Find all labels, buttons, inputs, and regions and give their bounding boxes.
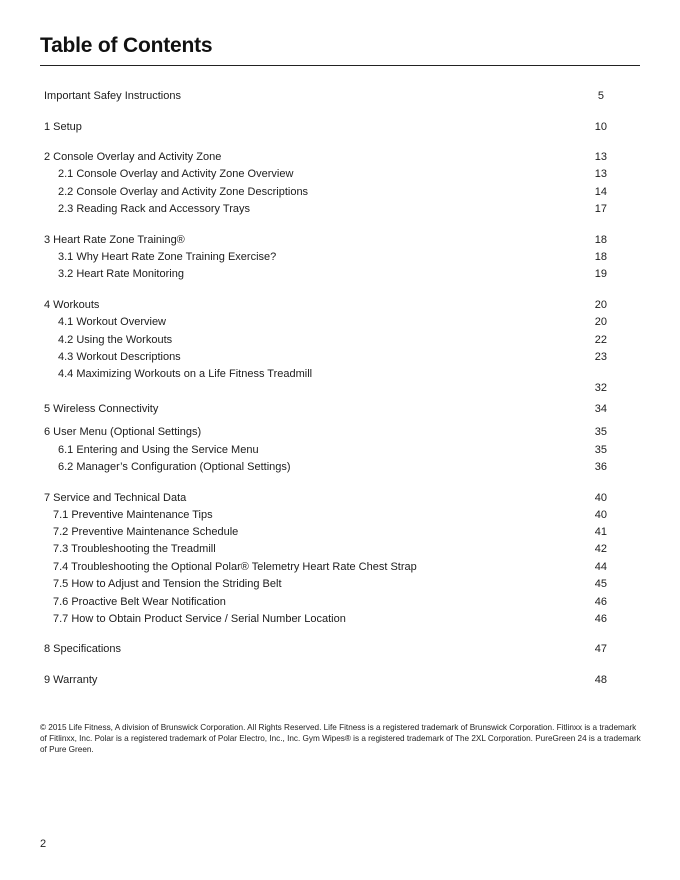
toc-entry-3-1[interactable]: 3.1 Why Heart Rate Zone Training Exercise? [58,251,277,263]
toc-page-section-7: 40 [594,492,607,504]
toc-entry-section-9[interactable]: 9 Warranty [44,674,98,686]
toc-entry-safety[interactable]: Important Safey Instructions [44,90,181,102]
toc-page-section-5: 34 [594,403,607,415]
toc-page-7-3: 42 [594,543,607,555]
toc-page-2-2: 14 [594,186,607,198]
toc-page-4-1: 20 [594,316,607,328]
toc-page-6-1: 35 [594,444,607,456]
toc-page-2-1: 13 [594,168,607,180]
toc-entry-section-2[interactable]: 2 Console Overlay and Activity Zone [44,151,222,163]
toc-entry-section-7[interactable]: 7 Service and Technical Data [44,492,187,504]
toc-page-7-5: 45 [594,578,607,590]
toc-entry-2-2[interactable]: 2.2 Console Overlay and Activity Zone Descriptions [58,186,309,198]
toc-page-7-4: 44 [594,561,607,573]
toc-entry-section-6[interactable]: 6 User Menu (Optional Settings) [44,426,202,438]
toc-page-7-6: 46 [594,596,607,608]
toc-page-4-4: 32 [594,382,607,394]
page-title: Table of Contents [40,34,213,57]
toc-page-section-3: 18 [594,234,607,246]
toc-page-6-2: 36 [594,461,607,473]
toc-entry-setup[interactable]: 1 Setup [44,121,82,133]
toc-page-3-2: 19 [594,268,607,280]
toc-entry-4-1[interactable]: 4.1 Workout Overview [58,316,167,328]
toc-entry-7-1[interactable]: 7.1 Preventive Maintenance Tips [53,509,213,521]
toc-page-3-1: 18 [594,251,607,263]
toc-entry-7-7[interactable]: 7.7 How to Obtain Product Service / Serial Number Location [53,613,346,625]
toc-page-section-9: 48 [594,674,607,686]
toc-entry-section-5[interactable]: 5 Wireless Connectivity [44,403,159,415]
toc-page-7-1: 40 [594,509,607,521]
toc-page-section-8: 47 [594,643,607,655]
toc-entry-7-2[interactable]: 7.2 Preventive Maintenance Schedule [53,526,239,538]
toc-page-4-3: 23 [594,351,607,363]
toc-entry-section-3[interactable]: 3 Heart Rate Zone Training® [44,234,185,246]
toc-entry-6-2[interactable]: 6.2 Manager’s Configuration (Optional Settings) [58,461,291,473]
toc-entry-section-4[interactable]: 4 Workouts [44,299,100,311]
toc-entry-4-4[interactable]: 4.4 Maximizing Workouts on a Life Fitness Treadmill [58,368,313,380]
toc-page-section-6: 35 [594,426,607,438]
toc-entry-4-2[interactable]: 4.2 Using the Workouts [58,334,173,346]
page-number: 2 [40,838,47,850]
toc-entry-section-8[interactable]: 8 Specifications [44,643,122,655]
toc-entry-4-3[interactable]: 4.3 Workout Descriptions [58,351,181,363]
toc-page-safety: 5 [597,90,604,102]
toc-entry-2-3[interactable]: 2.3 Reading Rack and Accessory Trays [58,203,250,215]
toc-page-setup: 10 [594,121,607,133]
toc-page-4-2: 22 [594,334,607,346]
toc-page-7-2: 41 [594,526,607,538]
toc-entry-6-1[interactable]: 6.1 Entering and Using the Service Menu [58,444,259,456]
toc-entry-7-4[interactable]: 7.4 Troubleshooting the Optional Polar® Telemetry Heart Rate Chest Strap [53,561,417,573]
toc-page-section-2: 13 [594,151,607,163]
toc-entry-7-3[interactable]: 7.3 Troubleshooting the Treadmill [53,543,216,555]
copyright-note: © 2015 Life Fitness, A division of Brunswick Corporation. All Rights Reserved. Life Fitness is a registered trademark of Brunswick Corporation. Fitlinxx is a trademark of Fitlinxx, Inc. Polar is a registered trademark of Polar Electro, Inc., Inc. Gym Wipes® is a registered trademark of The 2XL Corporation. PureGreen 24 is a trademark of Pure Green. [40,723,641,754]
toc-page-2-3: 17 [594,203,607,215]
toc-page-section-4: 20 [594,299,607,311]
toc-entry-2-1[interactable]: 2.1 Console Overlay and Activity Zone Overview [58,168,294,180]
toc-entry-7-5[interactable]: 7.5 How to Adjust and Tension the Striding Belt [53,578,282,590]
toc-page-7-7: 46 [594,613,607,625]
toc-entry-3-2[interactable]: 3.2 Heart Rate Monitoring [58,268,184,280]
toc-entry-7-6[interactable]: 7.6 Proactive Belt Wear Notification [53,596,226,608]
